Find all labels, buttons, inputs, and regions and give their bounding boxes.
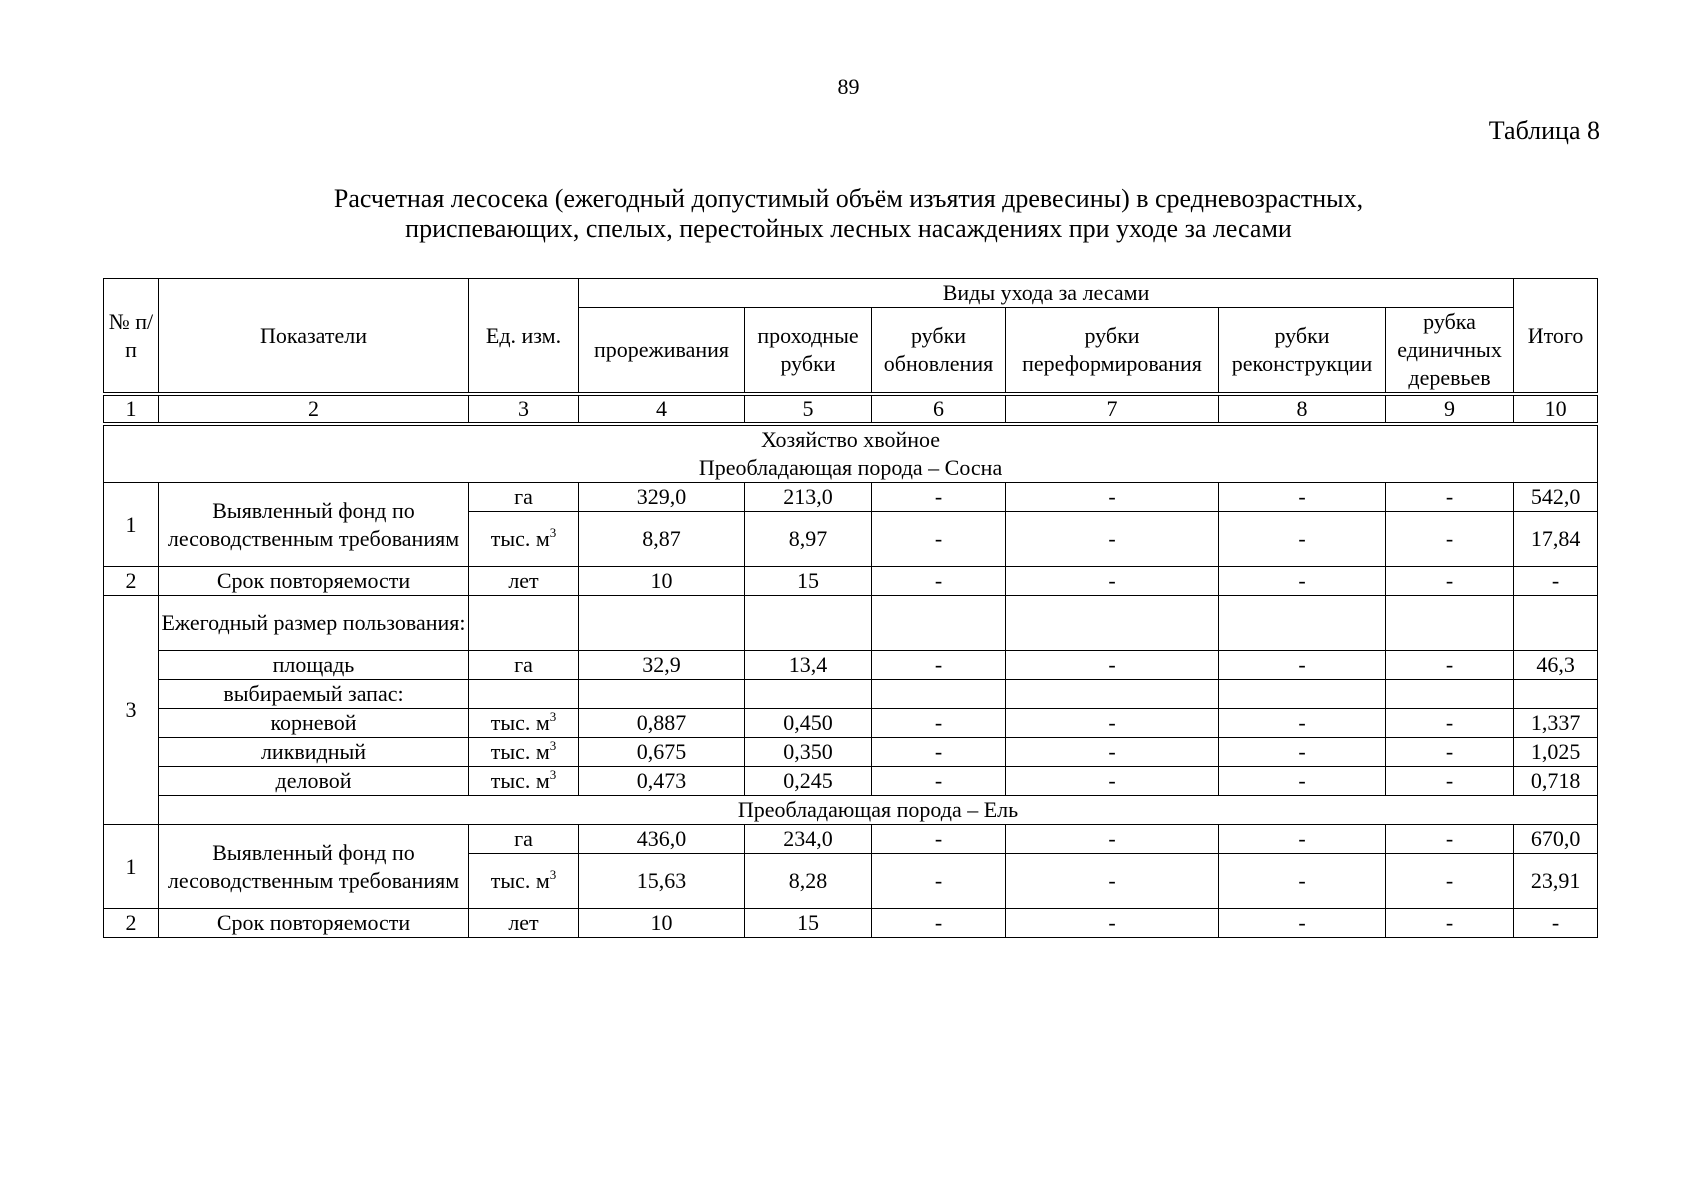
empty-cell (1006, 680, 1219, 709)
value-cell: - (1006, 567, 1219, 596)
row-num: 3 (104, 596, 159, 825)
empty-cell (872, 680, 1006, 709)
value-cell: - (872, 567, 1006, 596)
col-number: 8 (1219, 394, 1386, 424)
value-cell: - (1386, 767, 1514, 796)
value-cell: 0,675 (579, 738, 745, 767)
value-cell: - (872, 767, 1006, 796)
row-label: Срок повторяемости (159, 567, 469, 596)
value-cell: - (1006, 854, 1219, 909)
value-cell: 0,245 (745, 767, 872, 796)
row-num: 1 (104, 483, 159, 567)
value-cell: 15 (745, 567, 872, 596)
value-cell: - (872, 483, 1006, 512)
value-cell: - (1006, 825, 1219, 854)
value-cell: 10 (579, 909, 745, 938)
row-label: Ежегодный размер пользования: (159, 596, 469, 651)
value-cell: - (1219, 483, 1386, 512)
empty-cell (1514, 596, 1598, 651)
value-cell: - (1219, 512, 1386, 567)
section-farm-title: Хозяйство хвойное (761, 427, 941, 452)
unit-cell: лет (469, 567, 579, 596)
total-cell: 670,0 (1514, 825, 1598, 854)
value-cell: 0,350 (745, 738, 872, 767)
value-cell: 436,0 (579, 825, 745, 854)
empty-cell (1219, 596, 1386, 651)
value-cell: 0,473 (579, 767, 745, 796)
header-col-renewal: рубки обновления (872, 308, 1006, 395)
header-col-reconstruction: рубки реконструкции (1219, 308, 1386, 395)
total-cell: 17,84 (1514, 512, 1598, 567)
value-cell: 15 (745, 909, 872, 938)
empty-cell (1386, 596, 1514, 651)
value-cell: 10 (579, 567, 745, 596)
value-cell: - (1386, 567, 1514, 596)
unit-cell: га (469, 651, 579, 680)
value-cell: - (1219, 909, 1386, 938)
total-cell: 542,0 (1514, 483, 1598, 512)
col-number: 3 (469, 394, 579, 424)
row-num: 1 (104, 825, 159, 909)
empty-cell (1514, 680, 1598, 709)
col-number: 5 (745, 394, 872, 424)
value-cell: 0,450 (745, 709, 872, 738)
header-total: Итого (1514, 279, 1598, 395)
value-cell: - (872, 825, 1006, 854)
value-cell: 329,0 (579, 483, 745, 512)
row-label: выбираемый запас: (159, 680, 469, 709)
value-cell: - (872, 854, 1006, 909)
row-label: ликвидный (159, 738, 469, 767)
row-label: Срок повторяемости (159, 909, 469, 938)
row-label: деловой (159, 767, 469, 796)
row-label: площадь (159, 651, 469, 680)
col-number: 4 (579, 394, 745, 424)
value-cell: - (1006, 483, 1219, 512)
value-cell: 13,4 (745, 651, 872, 680)
value-cell: - (1219, 709, 1386, 738)
value-cell: - (1006, 651, 1219, 680)
page-number: 89 (837, 74, 860, 99)
col-number: 7 (1006, 394, 1219, 424)
col-number: 2 (159, 394, 469, 424)
value-cell: - (1386, 709, 1514, 738)
value-cell: 8,87 (579, 512, 745, 567)
value-cell: - (1386, 512, 1514, 567)
empty-cell (469, 680, 579, 709)
header-num: № п/п (104, 279, 159, 395)
title-line-1: Расчетная лесосека (ежегодный допустимый объём изъятия древесины) в средневозрастных, (333, 184, 1364, 213)
table-label: Таблица 8 (1488, 116, 1600, 145)
unit-cell: лет (469, 909, 579, 938)
header-indicators: Показатели (159, 279, 469, 395)
row-num: 2 (104, 567, 159, 596)
value-cell: - (1006, 909, 1219, 938)
col-number: 6 (872, 394, 1006, 424)
empty-cell (1386, 680, 1514, 709)
section-heading (104, 424, 1598, 483)
value-cell: - (1386, 738, 1514, 767)
value-cell: - (1006, 767, 1219, 796)
value-cell: 15,63 (579, 854, 745, 909)
table-title (0, 184, 1697, 244)
value-cell: - (1219, 738, 1386, 767)
unit-cell: тыс. $м^3$ (469, 512, 579, 567)
total-cell: 0,718 (1514, 767, 1598, 796)
total-cell: 23,91 (1514, 854, 1598, 909)
empty-cell (469, 596, 579, 651)
value-cell: 213,0 (745, 483, 872, 512)
row-num: 2 (104, 909, 159, 938)
header-group: Виды ухода за лесами (579, 279, 1514, 308)
row-label: Выявленный фонд по лесоводственным требованиям (159, 825, 469, 909)
header-unit: Ед. изм. (469, 279, 579, 395)
value-cell: - (1219, 651, 1386, 680)
unit-cell: тыс. $м^3$ (469, 709, 579, 738)
value-cell: - (1219, 825, 1386, 854)
col-number: 9 (1386, 394, 1514, 424)
col-number: 1 (104, 394, 159, 424)
col-number: 10 (1514, 394, 1598, 424)
value-cell: - (1386, 651, 1514, 680)
total-cell: 1,337 (1514, 709, 1598, 738)
total-cell: - (1514, 567, 1598, 596)
value-cell: - (1219, 854, 1386, 909)
value-cell: - (1219, 767, 1386, 796)
value-cell: 234,0 (745, 825, 872, 854)
value-cell: - (1386, 909, 1514, 938)
header-col-thinning: прореживания (579, 308, 745, 395)
empty-cell (579, 596, 745, 651)
empty-cell (745, 596, 872, 651)
value-cell: - (872, 651, 1006, 680)
value-cell: 8,97 (745, 512, 872, 567)
unit-cell: тыс. $м^3$ (469, 767, 579, 796)
value-cell: - (1386, 825, 1514, 854)
value-cell: - (1219, 567, 1386, 596)
section-species-title: Преобладающая порода – Ель (159, 796, 1598, 825)
empty-cell (745, 680, 872, 709)
value-cell: - (872, 909, 1006, 938)
total-cell: 1,025 (1514, 738, 1598, 767)
value-cell: - (1006, 709, 1219, 738)
allowable-cut-table (103, 278, 1598, 938)
empty-cell (1219, 680, 1386, 709)
title-line-2: приспевающих, спелых, перестойных лесных насаждениях при уходе за лесами (405, 214, 1292, 243)
value-cell: 32,9 (579, 651, 745, 680)
value-cell: - (1386, 483, 1514, 512)
value-cell: - (872, 709, 1006, 738)
value-cell: - (1386, 854, 1514, 909)
value-cell: 0,887 (579, 709, 745, 738)
header-col-passage: проходные рубки (745, 308, 872, 395)
value-cell: - (1006, 512, 1219, 567)
row-label: корневой (159, 709, 469, 738)
section-species-title: Преобладающая порода – Сосна (698, 455, 1003, 480)
empty-cell (1006, 596, 1219, 651)
unit-cell: тыс. $м^3$ (469, 854, 579, 909)
total-cell: 46,3 (1514, 651, 1598, 680)
value-cell: - (872, 512, 1006, 567)
value-cell: - (1006, 738, 1219, 767)
header-col-single-tree: рубка единичных деревьев (1386, 308, 1514, 395)
row-label: Выявленный фонд по лесоводственным требованиям (159, 483, 469, 567)
header-col-reformation: рубки переформирования (1006, 308, 1219, 395)
unit-cell: тыс. $м^3$ (469, 738, 579, 767)
value-cell: - (872, 738, 1006, 767)
empty-cell (872, 596, 1006, 651)
value-cell: 8,28 (745, 854, 872, 909)
unit-cell: га (469, 825, 579, 854)
total-cell: - (1514, 909, 1598, 938)
unit-cell: га (469, 483, 579, 512)
empty-cell (579, 680, 745, 709)
